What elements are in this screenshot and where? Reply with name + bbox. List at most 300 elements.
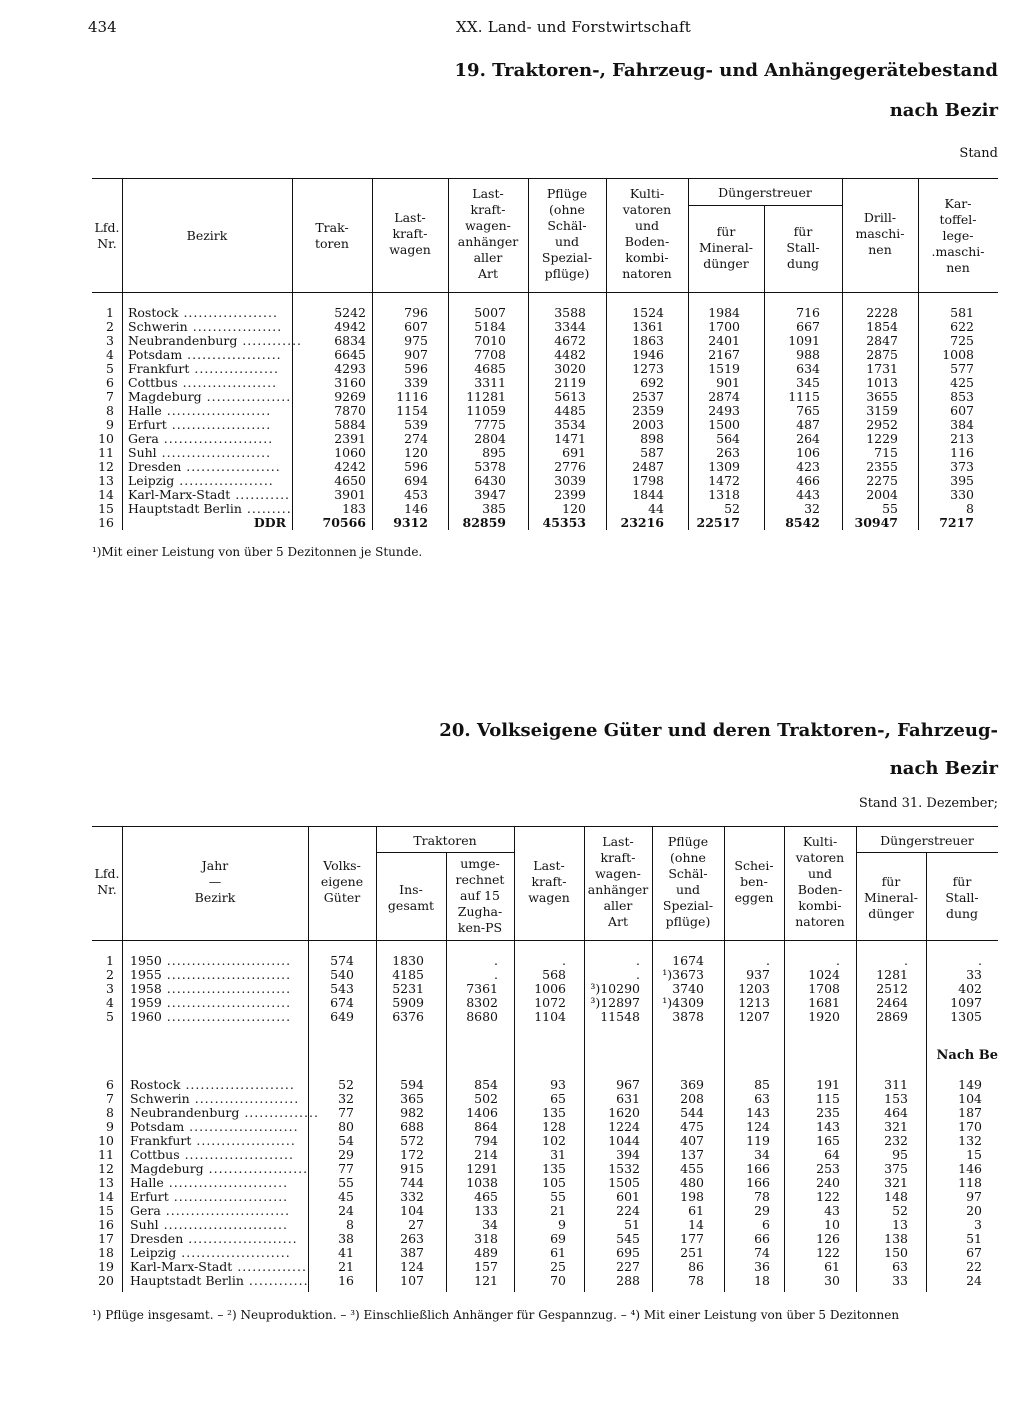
t20-label: Leipzig ......................	[130, 1245, 291, 1260]
t20-value: 115	[816, 1091, 840, 1106]
t20-value: 124	[400, 1259, 424, 1274]
leader-dots: ............	[237, 333, 303, 348]
t20-value: 119	[746, 1133, 770, 1148]
t20-label: Magdeburg ....................	[130, 1161, 309, 1176]
leader-dots: ...........	[230, 487, 291, 502]
t20-value: 9	[558, 1217, 566, 1232]
t19-value: 2487	[632, 459, 664, 474]
t19-value: 596	[404, 459, 428, 474]
t19-head-pfluege: Pflüge (ohne Schäl- und Spezial- pflüge)	[541, 186, 593, 281]
t20-value: 121	[474, 1273, 498, 1288]
t20-value: 16	[338, 1273, 354, 1288]
leader-dots: ....................	[166, 417, 272, 432]
t19-lfd: 8	[106, 403, 114, 418]
t20-value: 1104	[534, 1009, 566, 1024]
t19-value: 11059	[466, 403, 506, 418]
t20-value: 55	[550, 1189, 566, 1204]
t20-value: 148	[884, 1189, 908, 1204]
t19-value: 1472	[708, 473, 740, 488]
t19-bezirk: Karl-Marx-Stadt ...........	[128, 487, 291, 502]
t19-value: 1500	[708, 417, 740, 432]
t19-lfd: 9	[106, 417, 114, 432]
t20-value: 66	[754, 1231, 770, 1246]
t19-value: 52	[724, 501, 740, 516]
t19-lfd: 1	[106, 305, 114, 320]
t19-value: 11281	[466, 389, 506, 404]
t20-value: 63	[892, 1259, 908, 1274]
t20-value: 6	[762, 1217, 770, 1232]
t20-value: 688	[400, 1119, 424, 1134]
t20-lfd: 6	[106, 1077, 114, 1092]
t20-value: 122	[816, 1245, 840, 1260]
t19-value: 1318	[708, 487, 740, 502]
t20-value: 332	[400, 1189, 424, 1204]
t19-value: 539	[404, 417, 428, 432]
t20-value: 3	[974, 1217, 982, 1232]
t20-value: .	[494, 953, 498, 968]
t20-lfd: 8	[106, 1105, 114, 1120]
t19-value: 425	[950, 375, 974, 390]
t20-label: Karl-Marx-Stadt ..............	[130, 1259, 307, 1274]
t20-value: 118	[958, 1175, 982, 1190]
table19-stand: Stand	[959, 146, 998, 161]
t19-value: 4482	[554, 347, 586, 362]
t20-lfd: 11	[98, 1147, 114, 1162]
t19-value: 2004	[866, 487, 898, 502]
t19-value: 44	[648, 501, 664, 516]
t19-value: 9312	[393, 515, 428, 530]
t20-value: .	[904, 953, 908, 968]
t20-value: 13	[892, 1217, 908, 1232]
t20-value: 982	[400, 1105, 424, 1120]
t20-value: 7361	[466, 981, 498, 996]
t20-value: .	[836, 953, 840, 968]
t20-lfd: 7	[106, 1091, 114, 1106]
t20-value: 1203	[738, 981, 770, 996]
t20-value: 1620	[608, 1105, 640, 1120]
t20-value: 45	[338, 1189, 354, 1204]
t20-head-jahr: Jahr — Bezirk	[194, 858, 236, 905]
t19-value: 6430	[474, 473, 506, 488]
t19-value: 7775	[474, 417, 506, 432]
running-head: XX. Land- und Forstwirtschaft	[456, 18, 692, 36]
t20-label: Schwerin .....................	[130, 1091, 300, 1106]
t20-head-anhaenger: Last- kraft- wagen- anhänger aller Art	[587, 834, 649, 929]
t20-value: 288	[616, 1273, 640, 1288]
t19-value: 183	[342, 501, 366, 516]
leader-dots: ......................	[184, 1119, 299, 1134]
t19-value: 3159	[866, 403, 898, 418]
t20-value: 93	[550, 1077, 566, 1092]
t20-value: 937	[746, 967, 770, 982]
t20-value: 63	[754, 1091, 770, 1106]
leader-dots: .........................	[161, 967, 292, 982]
t19-value: 1798	[632, 473, 664, 488]
t19-value: 1154	[396, 403, 428, 418]
t20-value: 208	[680, 1091, 704, 1106]
leader-dots: .........................	[161, 953, 292, 968]
t19-value: 2359	[632, 403, 664, 418]
t20-value: 143	[746, 1105, 770, 1120]
t20-value: 51	[624, 1217, 640, 1232]
t19-value: 853	[950, 389, 974, 404]
t20-value: 1305	[950, 1009, 982, 1024]
t20-lfd: 2	[106, 967, 114, 982]
t19-value: 274	[404, 431, 428, 446]
table20-top-rule	[92, 826, 998, 827]
t20-value: .	[494, 967, 498, 982]
t20-head-umgerechnet: umge- rechnet auf 15 Zugha- ken-PS	[455, 856, 505, 935]
t20-value: 1207	[738, 1009, 770, 1024]
t20-label: 1950 .........................	[130, 953, 292, 968]
t20-lfd: 19	[98, 1259, 114, 1274]
t20-value: 1281	[876, 967, 908, 982]
t19-value: 8	[966, 501, 974, 516]
t19-value: 725	[950, 333, 974, 348]
t20-value: 77	[338, 1161, 354, 1176]
t19-value: 1361	[632, 319, 664, 334]
t20-value: 11548	[600, 1009, 640, 1024]
table19-top-rule	[92, 178, 998, 179]
t20-value: 86	[688, 1259, 704, 1274]
t19-value: 5378	[474, 459, 506, 474]
t20-value: 864	[474, 1119, 498, 1134]
t20-value: 138	[884, 1231, 908, 1246]
t20-value: 1674	[672, 953, 704, 968]
t20-value: ³)10290	[590, 981, 640, 996]
t19-value: 1854	[866, 319, 898, 334]
t19-value: 1060	[334, 445, 366, 460]
t20-value: 402	[958, 981, 982, 996]
t19-bezirk: DDR	[253, 515, 286, 530]
t20-value: 1213	[738, 995, 770, 1010]
t19-value: 1471	[554, 431, 586, 446]
t20-value: 4185	[392, 967, 424, 982]
t19-value: 443	[796, 487, 820, 502]
t19-lfd: 13	[98, 473, 114, 488]
table20-stand: Stand 31. Dezember;	[858, 796, 998, 811]
t19-value: 607	[950, 403, 974, 418]
t20-value: 126	[816, 1231, 840, 1246]
t20-value: 365	[400, 1091, 424, 1106]
t20-value: 1920	[808, 1009, 840, 1024]
t19-value: 2355	[866, 459, 898, 474]
t19-value: 385	[482, 501, 506, 516]
t20-value: 232	[884, 1133, 908, 1148]
t19-value: 1519	[708, 361, 740, 376]
t20-value: 20	[966, 1203, 982, 1218]
t19-value: 3588	[554, 305, 586, 320]
t19-lfd: 7	[106, 389, 114, 404]
t20-head-kultivatoren: Kulti- vatoren und Boden- kombi- natoren	[795, 834, 845, 929]
t20-value: 67	[966, 1245, 982, 1260]
t19-value: 587	[640, 445, 664, 460]
t20-label: 1958 .........................	[130, 981, 292, 996]
t19-value: 1731	[866, 361, 898, 376]
t19-value: 9269	[334, 389, 366, 404]
t19-value: 423	[796, 459, 820, 474]
t20-value: 6376	[392, 1009, 424, 1024]
leader-dots: ....................	[191, 1133, 296, 1148]
t20-value: 54	[338, 1133, 354, 1148]
t19-value: 2847	[866, 333, 898, 348]
t20-value: 321	[884, 1119, 908, 1134]
t20-value: 1708	[808, 981, 840, 996]
t19-value: 898	[640, 431, 664, 446]
t19-value: 2874	[708, 389, 740, 404]
t20-value: 572	[400, 1133, 424, 1148]
t19-value: 1524	[632, 305, 664, 320]
t20-value: 235	[816, 1105, 840, 1120]
t19-value: 4485	[554, 403, 586, 418]
t19-head-duengerstreuer: Düngerstreuer	[718, 185, 812, 200]
t20-value: 2869	[876, 1009, 908, 1024]
t19-value: 2537	[632, 389, 664, 404]
t20-value: 502	[474, 1091, 498, 1106]
t19-bezirk: Rostock ...................	[128, 305, 278, 320]
t20-value: 157	[474, 1259, 498, 1274]
t19-value: 2228	[866, 305, 898, 320]
t20-lfd: 1	[106, 953, 114, 968]
t20-value: 318	[474, 1231, 498, 1246]
t20-value: 55	[338, 1175, 354, 1190]
t20-value: 77	[338, 1105, 354, 1120]
t20-label: Suhl .........................	[130, 1217, 288, 1232]
t20-value: 78	[754, 1189, 770, 1204]
t19-value: 907	[404, 347, 428, 362]
t19-head-mineral: für Mineral- dünger	[699, 224, 753, 271]
t20-value: 104	[400, 1203, 424, 1218]
table20-section-label: Nach Be	[936, 1048, 998, 1063]
t20-lfd: 13	[98, 1175, 114, 1190]
t20-value: 475	[680, 1119, 704, 1134]
t20-lfd: 18	[98, 1245, 114, 1260]
t20-value: .	[562, 953, 566, 968]
t20-value: 568	[542, 967, 566, 982]
t20-lfd: 16	[98, 1217, 114, 1232]
t20-value: 191	[816, 1077, 840, 1092]
t20-value: 38	[338, 1231, 354, 1246]
t20-head-pfluege: Pflüge (ohne Schäl- und Spezial- pflüge)	[662, 834, 714, 929]
t20-head-insgesamt: Ins- gesamt	[387, 882, 435, 913]
t20-head-eggen: Schei- ben- eggen	[734, 858, 774, 905]
t20-value: 187	[958, 1105, 982, 1120]
t19-value: 32	[804, 501, 820, 516]
t20-value: 695	[616, 1245, 640, 1260]
t19-value: 7870	[334, 403, 366, 418]
leader-dots: ......................	[180, 1077, 295, 1092]
t20-value: 25	[550, 1259, 566, 1274]
t20-value: 253	[816, 1161, 840, 1176]
t20-value: 166	[746, 1175, 770, 1190]
t20-value: 1406	[466, 1105, 498, 1120]
t19-value: 330	[950, 487, 974, 502]
t20-value: 465	[474, 1189, 498, 1204]
t19-value: 3311	[474, 375, 506, 390]
t19-value: 1844	[632, 487, 664, 502]
table20-head-rule	[92, 940, 998, 941]
t20-value: 78	[688, 1273, 704, 1288]
t20-value: 1505	[608, 1175, 640, 1190]
t20-value: 122	[816, 1189, 840, 1204]
t20-value: 540	[330, 967, 354, 982]
t19-value: 345	[796, 375, 820, 390]
table20-footnote: ¹) Pflüge insgesamt. – ²) Neuproduktion. – ³) Einschließlich Anhänger für Gespannzug. – ⁴) Mit einer Leistung von über 5 Dezitonnen	[92, 1308, 900, 1322]
t20-value: 631	[616, 1091, 640, 1106]
t19-value: 146	[404, 501, 428, 516]
t20-value: 1532	[608, 1161, 640, 1176]
t19-value: 1273	[632, 361, 664, 376]
t19-value: 6834	[334, 333, 366, 348]
t19-value: 373	[950, 459, 974, 474]
t19-value: 1984	[708, 305, 740, 320]
t20-value: 601	[616, 1189, 640, 1204]
t19-value: 901	[716, 375, 740, 390]
t20-value: 375	[884, 1161, 908, 1176]
t19-head-drill: Drill- maschi- nen	[855, 210, 905, 257]
t19-value: 384	[950, 417, 974, 432]
t20-value: 251	[680, 1245, 704, 1260]
t19-value: 765	[796, 403, 820, 418]
t20-label: 1959 .........................	[130, 995, 292, 1010]
t20-value: 105	[542, 1175, 566, 1190]
t20-value: 70	[550, 1273, 566, 1288]
t20-value: 135	[542, 1161, 566, 1176]
t20-value: 31	[550, 1147, 566, 1162]
t19-value: 2401	[708, 333, 740, 348]
leader-dots: ..................	[187, 319, 283, 334]
t20-value: 149	[958, 1077, 982, 1092]
t19-value: 339	[404, 375, 428, 390]
t19-bezirk: Suhl ......................	[128, 445, 272, 460]
t20-value: 36	[754, 1259, 770, 1274]
table20-dueng-rule	[856, 852, 998, 853]
t19-value: 6645	[334, 347, 366, 362]
t20-value: 128	[542, 1119, 566, 1134]
t19-value: 716	[796, 305, 820, 320]
t19-value: 3039	[554, 473, 586, 488]
t19-value: 3901	[334, 487, 366, 502]
t19-value: 2952	[866, 417, 898, 432]
t20-value: 311	[884, 1077, 908, 1092]
t19-value: 694	[404, 473, 428, 488]
t20-label: 1955 .........................	[130, 967, 292, 982]
t20-value: 1024	[808, 967, 840, 982]
t19-value: 23216	[620, 515, 664, 530]
t20-value: 369	[680, 1077, 704, 1092]
t19-value: 453	[404, 487, 428, 502]
t20-value: 51	[966, 1231, 982, 1246]
t20-value: 387	[400, 1245, 424, 1260]
t19-lfd: 3	[106, 333, 114, 348]
table19-dueng-rule	[688, 205, 842, 206]
t19-value: 1091	[788, 333, 820, 348]
t19-value: 213	[950, 431, 974, 446]
t19-lfd: 11	[98, 445, 114, 460]
t19-lfd: 2	[106, 319, 114, 334]
t19-head-traktoren: Trak- toren	[315, 220, 349, 251]
t20-label: Frankfurt ....................	[130, 1133, 296, 1148]
t20-value: 95	[892, 1147, 908, 1162]
table20-subtitle: nach Bezir	[889, 758, 998, 779]
t20-value: 227	[616, 1259, 640, 1274]
t20-value: 69	[550, 1231, 566, 1246]
t19-head-lfd: Lfd. Nr.	[94, 220, 120, 251]
t20-value: 574	[330, 953, 354, 968]
t20-value: 674	[330, 995, 354, 1010]
t20-lfd: 9	[106, 1119, 114, 1134]
t20-value: 407	[680, 1133, 704, 1148]
t20-head-lfd: Lfd. Nr.	[94, 866, 120, 897]
t20-label: Gera .........................	[130, 1203, 291, 1218]
leader-dots: .........................	[158, 1217, 288, 1232]
leader-dots: .........................	[160, 1203, 291, 1218]
t19-value: 116	[950, 445, 974, 460]
t20-value: 74	[754, 1245, 770, 1260]
t19-bezirk: Gera ......................	[128, 431, 274, 446]
t19-value: 2003	[632, 417, 664, 432]
t20-value: ¹)3673	[662, 967, 704, 982]
t19-head-anhaenger: Last- kraft- wagen- anhänger aller Art	[457, 186, 519, 281]
t19-lfd: 4	[106, 347, 114, 362]
t20-value: 61	[824, 1259, 840, 1274]
t20-value: 2512	[876, 981, 908, 996]
t20-value: 744	[400, 1175, 424, 1190]
t19-value: 5007	[474, 305, 506, 320]
table19-footnote: ¹)Mit einer Leistung von über 5 Dezitonnen je Stunde.	[92, 545, 423, 559]
t19-value: 1946	[632, 347, 664, 362]
t20-value: 321	[884, 1175, 908, 1190]
t20-value: 30	[824, 1273, 840, 1288]
t19-value: 120	[562, 501, 586, 516]
t19-bezirk: Halle .....................	[128, 403, 272, 418]
t20-lfd: 14	[98, 1189, 114, 1204]
t20-lfd: 4	[106, 995, 114, 1010]
leader-dots: ...................	[174, 473, 274, 488]
t20-value: 24	[966, 1273, 982, 1288]
t19-value: 975	[404, 333, 428, 348]
t20-value: 5909	[392, 995, 424, 1010]
t20-value: 150	[884, 1245, 908, 1260]
leader-dots: .................	[201, 389, 292, 404]
t19-value: 2875	[866, 347, 898, 362]
t20-value: 21	[550, 1203, 566, 1218]
t20-value: 33	[966, 967, 982, 982]
t19-value: 1116	[396, 389, 428, 404]
t20-value: 166	[746, 1161, 770, 1176]
t20-value: 10	[824, 1217, 840, 1232]
t19-value: 2119	[554, 375, 586, 390]
t19-lfd: 12	[98, 459, 114, 474]
t20-label: 1960 .........................	[130, 1009, 292, 1024]
leader-dots: ......................	[183, 1231, 298, 1246]
t19-lfd: 5	[106, 361, 114, 376]
t20-value: 1291	[466, 1161, 498, 1176]
t20-value: 107	[400, 1273, 424, 1288]
t20-value: 177	[680, 1231, 704, 1246]
leader-dots: ...................	[182, 347, 282, 362]
t19-bezirk: Neubrandenburg ............	[128, 333, 303, 348]
t19-value: 1008	[942, 347, 974, 362]
t20-value: 594	[400, 1077, 424, 1092]
t19-value: 796	[404, 305, 428, 320]
t20-label: Potsdam ......................	[130, 1119, 299, 1134]
t19-value: 4672	[554, 333, 586, 348]
t19-head-stall: für Stall- dung	[786, 224, 820, 271]
t20-value: 1006	[534, 981, 566, 996]
t19-head-kultivatoren: Kulti- vatoren und Boden- kombi- natoren	[622, 186, 672, 281]
t20-value: 464	[884, 1105, 908, 1120]
